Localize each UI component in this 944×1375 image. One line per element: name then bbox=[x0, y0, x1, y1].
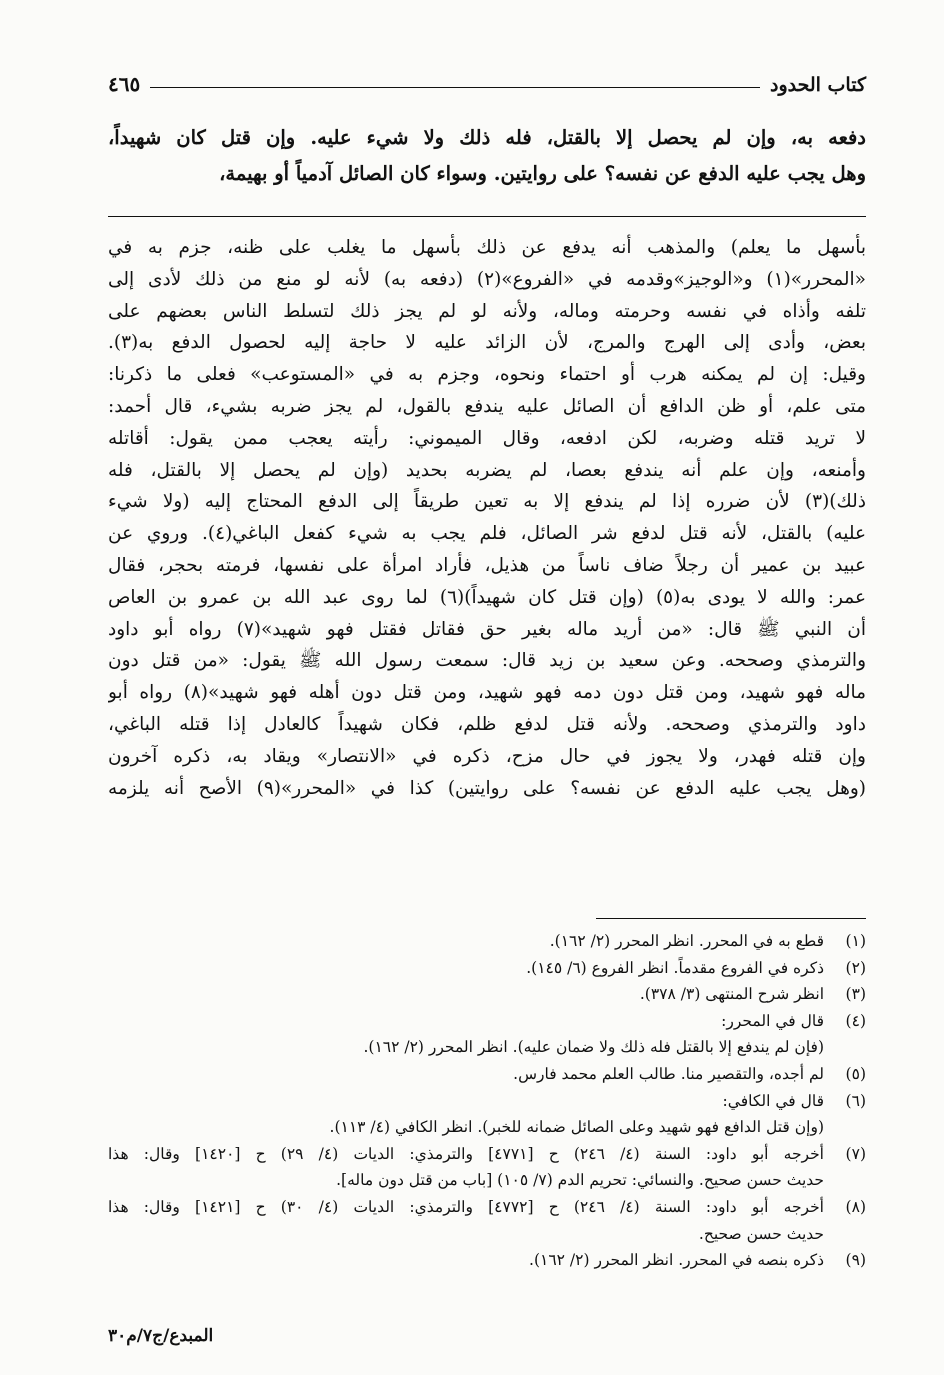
footnote-text: قال في المحرر: bbox=[721, 1011, 824, 1030]
footnote-text: أخرجه أبو داود: السنة (٤/ ٢٤٦) ح [٤٧٧١] والترمذي: الديات (٤/ ٢٩) ح [١٤٢٠] وقال: هذا bbox=[108, 1144, 824, 1163]
footnote-text: أخرجه أبو داود: السنة (٤/ ٢٤٦) ح [٤٧٧٢] والترمذي: الديات (٤/ ٣٠) ح [١٤٢١] وقال: هذا bbox=[108, 1197, 824, 1216]
commentary-line: بعض، وأدى إلى الهرج والمرج، لأن الزائد عليه لا حاجة إليه لحصول الدفع به(٣). bbox=[108, 332, 866, 354]
commentary-line: داود والترمذي وصححه. ولأنه قتل لدفع ظلم، فكان شهيداً كالعادل إذا قتله الباغي، bbox=[108, 713, 866, 735]
footnote bbox=[108, 1061, 866, 1088]
footnote-text: لم أجده، والتقصير منا. طالب العلم محمد فارس. bbox=[513, 1064, 824, 1083]
commentary-line: وقيل: إن لم يمكنه هرب أو احتماء ونحوه، وجزم به في «المستوعب» فعلى ما ذكرنا: bbox=[108, 364, 866, 386]
footnote-text: قال في الكافي: bbox=[722, 1091, 824, 1110]
footnote bbox=[108, 955, 866, 982]
footnote-text: قطع به في المحرر. انظر المحرر (٢/ ١٦٢). bbox=[549, 932, 824, 950]
footnote-text: انظر شرح المنتهى (٣/ ٣٧٨). bbox=[639, 985, 824, 1004]
footnote-number: (٨) bbox=[845, 1197, 866, 1216]
commentary-line: عبيد بن عمير أن رجلاً ضاف ناساً من هذيل، فأراد امرأة على نفسها، فرمته بحجر، فقال bbox=[108, 554, 866, 576]
matn-line: وهل يجب عليه الدفع عن نفسه؟ على روايتين. وسواء كان الصائل آدمياً أو بهيمة، bbox=[219, 162, 866, 185]
footnote-number: (٢) bbox=[845, 958, 866, 977]
commentary-text bbox=[108, 232, 866, 804]
footnote-number: (٤) bbox=[845, 1011, 866, 1030]
commentary-line: أن النبي ﷺ قال: «من أريد ماله بغير حق فقاتل فقتل فهو شهيد»(٧) رواه أبو داود bbox=[108, 618, 866, 640]
footnote-continuation: (فإن لم يندفع إلا بالقتل فله ذلك ولا ضمان عليه). انظر المحرر (٢/ ١٦٢). bbox=[363, 1038, 824, 1057]
running-header bbox=[108, 62, 866, 96]
commentary-line: ماله فهو شهيد، ومن قتل دون دمه فهو شهيد، ومن قتل دون أهله فهو شهيد»(٨) رواه أبو bbox=[108, 682, 866, 704]
footnote-continuation: حديث حسن صحيح. bbox=[698, 1224, 824, 1243]
footnote-number: (٦) bbox=[845, 1091, 866, 1110]
page-number: ٤٦٥ bbox=[108, 72, 141, 96]
commentary-line: عليه) بالقتل، لأنه قتل لدفع شر الصائل، فلم يجب به شيء كفعل الباغي(٤). وروي عن bbox=[108, 523, 866, 545]
footnote bbox=[108, 1141, 866, 1168]
commentary-line: وإن قتله فهدر، ولا يجوز في حال مزح، ذكره في «الانتصار» ويقاد به، ذكره آخرون bbox=[108, 745, 866, 767]
footnote bbox=[108, 981, 866, 1008]
footnote bbox=[108, 928, 866, 955]
footnote-text: ذكره بنصه في المحرر. انظر المحرر (٢/ ١٦٢). bbox=[529, 1251, 824, 1270]
footnote-text: ذكره في الفروع مقدماً. انظر الفروع (٦/ ١٤٥). bbox=[526, 958, 824, 977]
commentary-line: والترمذي وصححه. وعن سعيد بن زيد قال: سمعت رسول الله ﷺ يقول: «من قتل دون bbox=[108, 650, 866, 672]
footnote-number: (٩) bbox=[845, 1251, 866, 1270]
footnote-number: (٣) bbox=[845, 985, 866, 1004]
commentary-line: ذلك)(٣) لأن ضرره إذا لم يندفع إلا به تعين طريقاً إلى الدفع المحتاج إليه (ولا شيء bbox=[108, 491, 866, 513]
commentary-line: (وهل يجب عليه الدفع عن نفسه؟ على روايتين) كذا في «المحرر»(٩) الأصح أنه يلزمه bbox=[108, 777, 866, 799]
header-rule bbox=[150, 87, 760, 88]
footnote-number: (١) bbox=[845, 932, 866, 950]
book-title: كتاب الحدود bbox=[769, 74, 866, 96]
footnote-continuation: حديث حسن صحيح. والنسائي: تحريم الدم (٧/ ١٠٥) [باب من قتل دون ماله]. bbox=[336, 1171, 824, 1190]
signature-mark: المبدع/ج٧/م٣٠ bbox=[108, 1326, 214, 1346]
matn-line: دفعه به، وإن لم يحصل إلا بالقتل، فله ذلك ولا شيء عليه. وإن قتل كان شهيداً، bbox=[108, 126, 866, 149]
commentary-line: وأمنعه، وإن علم أنه يندفع بعصا، لم يضربه بحديد (وإن لم يحصل إلا بالقتل، فله bbox=[108, 459, 866, 481]
matn-text bbox=[108, 120, 866, 192]
footnote bbox=[108, 1008, 866, 1035]
footnote bbox=[108, 1088, 866, 1115]
footnote-rule bbox=[596, 918, 866, 919]
footnote bbox=[108, 1194, 866, 1221]
footnote-number: (٧) bbox=[845, 1144, 866, 1163]
commentary-line: تلفه وأذاه في نفسه وحرمته وماله، ولأنه لو لم يجز ذلك لتسلط الناس بعضهم على bbox=[108, 300, 866, 322]
commentary-line: لا تريد قتله وضربه، لكن ادفعه، وقال الميموني: رأيته يعجب ممن يقول: أقاتله bbox=[108, 427, 866, 449]
footnote-number: (٥) bbox=[845, 1064, 866, 1083]
footnote bbox=[108, 1247, 866, 1274]
matn-separator bbox=[108, 216, 866, 217]
commentary-line: بأسهل ما يعلم) والمذهب أنه يدفع عن ذلك بأسهل ما يغلب على ظنه، جزم به في bbox=[108, 237, 866, 258]
commentary-line: «المحرر»(١) و«الوجيز»وقدمه في «الفروع»(٢) (دفعه به) لأنه لو منع من ذلك لأدى إلى bbox=[108, 268, 866, 290]
footnote-continuation: (وإن قتل الدافع فهو شهيد وعلى الصائل ضمانه للخبر). انظر الكافي (٤/ ١١٣). bbox=[329, 1118, 824, 1137]
footnotes bbox=[108, 928, 866, 1274]
commentary-line: متى علم، أو ظن الدافع أن الصائل عليه يندفع بالقول، لم يجز ضربه بشيء، قال أحمد: bbox=[108, 395, 866, 417]
commentary-line: عمر: والله لا يودى به(٥) (وإن قتل كان شهيداً)(٦) لما روى عبد الله بن عمرو بن العاص bbox=[108, 586, 866, 608]
